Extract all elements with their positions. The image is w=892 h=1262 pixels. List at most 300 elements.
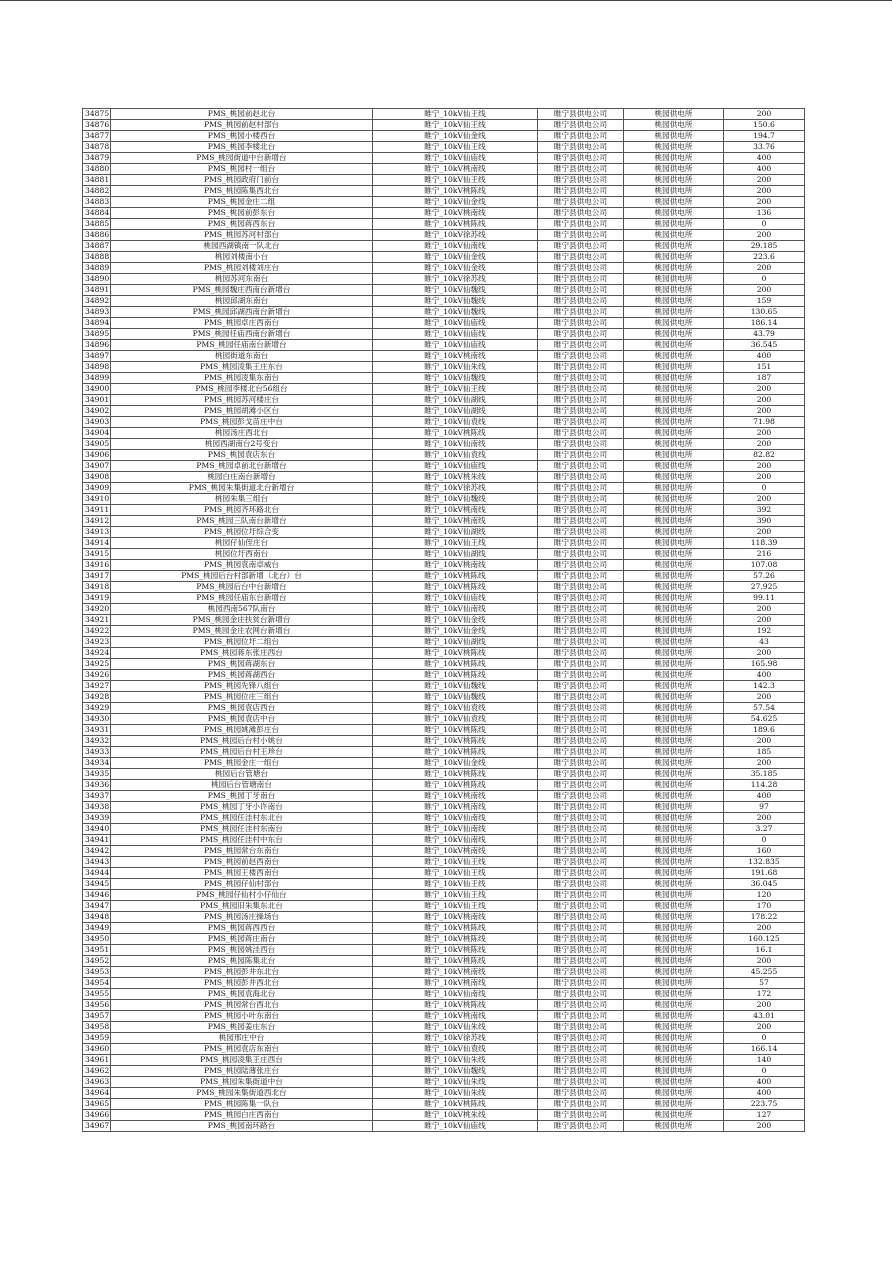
table-row [83, 725, 805, 736]
station-name-cell: PMS_桃园凌集东南台 [111, 373, 373, 384]
row-id-cell: 34910 [83, 494, 111, 505]
office-cell: 桃园供电所 [624, 461, 724, 472]
office-cell: 桃园供电所 [624, 131, 724, 142]
line-name-cell: 睢宁_10kV桃陈线 [373, 923, 538, 934]
station-name-cell: PMS_桃园仔仙村部台 [111, 879, 373, 890]
capacity-cell: 200 [724, 758, 805, 769]
capacity-cell: 200 [724, 263, 805, 274]
company-cell: 睢宁县供电公司 [538, 659, 624, 670]
station-name-cell: 桃园西湖镇南一队北台 [111, 241, 373, 252]
company-cell: 睢宁县供电公司 [538, 285, 624, 296]
line-name-cell: 睢宁_10kV桃南线 [373, 912, 538, 923]
company-cell: 睢宁县供电公司 [538, 989, 624, 1000]
table-row [83, 747, 805, 758]
office-cell: 桃园供电所 [624, 714, 724, 725]
station-name-cell: PMS_桃园彭戈苗庄中台 [111, 417, 373, 428]
office-cell: 桃园供电所 [624, 1000, 724, 1011]
table-row [83, 318, 805, 329]
company-cell: 睢宁县供电公司 [538, 461, 624, 472]
office-cell: 桃园供电所 [624, 120, 724, 131]
company-cell: 睢宁县供电公司 [538, 505, 624, 516]
station-name-cell: PMS_桃园姚洼西台 [111, 945, 373, 956]
table-row [83, 890, 805, 901]
station-name-cell: 桃园苏河东南台 [111, 274, 373, 285]
station-name-cell: PMS_桃园任庙西南台新增台 [111, 329, 373, 340]
company-cell: 睢宁县供电公司 [538, 153, 624, 164]
row-id-cell: 34953 [83, 967, 111, 978]
table-row [83, 978, 805, 989]
office-cell: 桃园供电所 [624, 208, 724, 219]
line-name-cell: 睢宁_10kV仙王线 [373, 890, 538, 901]
company-cell: 睢宁县供电公司 [538, 131, 624, 142]
capacity-cell: 132.835 [724, 857, 805, 868]
line-name-cell: 睢宁_10kV仙南线 [373, 813, 538, 824]
capacity-cell: 178.22 [724, 912, 805, 923]
station-name-cell: PMS_桃园袁店西台 [111, 703, 373, 714]
table-row [83, 1099, 805, 1110]
office-cell: 桃园供电所 [624, 1033, 724, 1044]
row-id-cell: 34948 [83, 912, 111, 923]
capacity-cell: 200 [724, 1000, 805, 1011]
row-id-cell: 34954 [83, 978, 111, 989]
company-cell: 睢宁县供电公司 [538, 945, 624, 956]
station-name-cell: PMS_桃园苏河楼庄台 [111, 395, 373, 406]
office-cell: 桃园供电所 [624, 197, 724, 208]
row-id-cell: 34875 [83, 109, 111, 120]
capacity-cell: 33.76 [724, 142, 805, 153]
station-name-cell: PMS_桃园金庄二组 [111, 197, 373, 208]
line-name-cell: 睢宁_10kV仙庙线 [373, 1121, 538, 1132]
office-cell: 桃园供电所 [624, 1110, 724, 1121]
company-cell: 睢宁县供电公司 [538, 516, 624, 527]
line-name-cell: 睢宁_10kV仙金线 [373, 197, 538, 208]
office-cell: 桃园供电所 [624, 582, 724, 593]
office-cell: 桃园供电所 [624, 483, 724, 494]
office-cell: 桃园供电所 [624, 890, 724, 901]
row-id-cell: 34937 [83, 791, 111, 802]
table-row [83, 593, 805, 604]
station-name-cell: PMS_桃园任洼村中东台 [111, 835, 373, 846]
office-cell: 桃园供电所 [624, 505, 724, 516]
company-cell: 睢宁县供电公司 [538, 1077, 624, 1088]
office-cell: 桃园供电所 [624, 472, 724, 483]
line-name-cell: 睢宁_10kV仙王线 [373, 175, 538, 186]
table-row [83, 153, 805, 164]
office-cell: 桃园供电所 [624, 626, 724, 637]
station-name-cell: PMS_桃园姜庄东台 [111, 1022, 373, 1033]
capacity-cell: 400 [724, 153, 805, 164]
row-id-cell: 34925 [83, 659, 111, 670]
line-name-cell: 睢宁_10kV仙金线 [373, 626, 538, 637]
line-name-cell: 睢宁_10kV仙魏线 [373, 307, 538, 318]
capacity-cell: 82.82 [724, 450, 805, 461]
office-cell: 桃园供电所 [624, 604, 724, 615]
line-name-cell: 睢宁_10kV仙朱线 [373, 1055, 538, 1066]
company-cell: 睢宁县供电公司 [538, 824, 624, 835]
row-id-cell: 34951 [83, 945, 111, 956]
capacity-cell: 392 [724, 505, 805, 516]
company-cell: 睢宁县供电公司 [538, 1033, 624, 1044]
company-cell: 睢宁县供电公司 [538, 395, 624, 406]
row-id-cell: 34917 [83, 571, 111, 582]
capacity-cell: 400 [724, 351, 805, 362]
station-name-cell: PMS_桃园位圩综合变 [111, 527, 373, 538]
capacity-cell: 120 [724, 890, 805, 901]
company-cell: 睢宁县供电公司 [538, 241, 624, 252]
line-name-cell: 睢宁_10kV桃南线 [373, 505, 538, 516]
table-row [83, 439, 805, 450]
table-row [83, 780, 805, 791]
row-id-cell: 34959 [83, 1033, 111, 1044]
station-name-cell: PMS_桃园白庄西南台 [111, 1110, 373, 1121]
table-row [83, 1121, 805, 1132]
row-id-cell: 34884 [83, 208, 111, 219]
table-row [83, 648, 805, 659]
capacity-cell: 200 [724, 384, 805, 395]
table-row [83, 857, 805, 868]
station-name-cell: PMS_桃园朱集街道中台 [111, 1077, 373, 1088]
station-name-cell: PMS_桃园丁牙小许南台 [111, 802, 373, 813]
line-name-cell: 睢宁_10kV仙庙线 [373, 329, 538, 340]
office-cell: 桃园供电所 [624, 1099, 724, 1110]
office-cell: 桃园供电所 [624, 648, 724, 659]
row-id-cell: 34887 [83, 241, 111, 252]
table-row [83, 1088, 805, 1099]
company-cell: 睢宁县供电公司 [538, 417, 624, 428]
line-name-cell: 睢宁_10kV仙王线 [373, 109, 538, 120]
office-cell: 桃园供电所 [624, 186, 724, 197]
capacity-cell: 186.14 [724, 318, 805, 329]
capacity-cell: 400 [724, 1088, 805, 1099]
office-cell: 桃园供电所 [624, 945, 724, 956]
company-cell: 睢宁县供电公司 [538, 230, 624, 241]
table-row [83, 560, 805, 571]
table-row [83, 527, 805, 538]
line-name-cell: 睢宁_10kV桃陈线 [373, 1099, 538, 1110]
table-row [83, 736, 805, 747]
line-name-cell: 睢宁_10kV仙金线 [373, 131, 538, 142]
company-cell: 睢宁县供电公司 [538, 670, 624, 681]
table-row [83, 450, 805, 461]
line-name-cell: 睢宁_10kV徐苏线 [373, 230, 538, 241]
office-cell: 桃园供电所 [624, 428, 724, 439]
company-cell: 睢宁县供电公司 [538, 1066, 624, 1077]
capacity-cell: 200 [724, 527, 805, 538]
station-name-cell: PMS_桃园丁牙南台 [111, 791, 373, 802]
capacity-cell: 165.98 [724, 659, 805, 670]
table-row [83, 615, 805, 626]
table-row [83, 428, 805, 439]
line-name-cell: 睢宁_10kV桃南线 [373, 791, 538, 802]
office-cell: 桃园供电所 [624, 725, 724, 736]
company-cell: 睢宁县供电公司 [538, 351, 624, 362]
capacity-cell: 118.39 [724, 538, 805, 549]
station-name-cell: PMS_桃园后台村部新增（北台）台 [111, 571, 373, 582]
office-cell: 桃园供电所 [624, 175, 724, 186]
station-name-cell: PMS_桃园金庄一组台 [111, 758, 373, 769]
office-cell: 桃园供电所 [624, 1011, 724, 1022]
company-cell: 睢宁县供电公司 [538, 384, 624, 395]
table-row [83, 912, 805, 923]
office-cell: 桃园供电所 [624, 219, 724, 230]
station-name-cell: PMS_桃园蒋西东台 [111, 219, 373, 230]
company-cell: 睢宁县供电公司 [538, 208, 624, 219]
row-id-cell: 34916 [83, 560, 111, 571]
table-row [83, 307, 805, 318]
table-row [83, 131, 805, 142]
line-name-cell: 睢宁_10kV仙魏线 [373, 692, 538, 703]
company-cell: 睢宁县供电公司 [538, 1000, 624, 1011]
table-row [83, 109, 805, 120]
company-cell: 睢宁县供电公司 [538, 901, 624, 912]
capacity-cell: 187 [724, 373, 805, 384]
company-cell: 睢宁县供电公司 [538, 142, 624, 153]
station-name-cell: PMS_桃园蒋西西台 [111, 923, 373, 934]
row-id-cell: 34942 [83, 846, 111, 857]
capacity-cell: 200 [724, 604, 805, 615]
office-cell: 桃园供电所 [624, 516, 724, 527]
line-name-cell: 睢宁_10kV仙王线 [373, 142, 538, 153]
row-id-cell: 34886 [83, 230, 111, 241]
company-cell: 睢宁县供电公司 [538, 329, 624, 340]
company-cell: 睢宁县供电公司 [538, 879, 624, 890]
office-cell: 桃园供电所 [624, 1077, 724, 1088]
capacity-cell: 200 [724, 285, 805, 296]
company-cell: 睢宁县供电公司 [538, 494, 624, 505]
company-cell: 睢宁县供电公司 [538, 857, 624, 868]
office-cell: 桃园供电所 [624, 835, 724, 846]
station-name-cell: PMS_桃园卓庄西南台 [111, 318, 373, 329]
line-name-cell: 睢宁_10kV仙庙线 [373, 153, 538, 164]
company-cell: 睢宁县供电公司 [538, 340, 624, 351]
station-name-cell: PMS_桃园魏庄西南台新增台 [111, 285, 373, 296]
row-id-cell: 34924 [83, 648, 111, 659]
capacity-cell: 136 [724, 208, 805, 219]
line-name-cell: 睢宁_10kV仙庙线 [373, 340, 538, 351]
station-name-cell: PMS_桃园蒋庄南台 [111, 934, 373, 945]
row-id-cell: 34908 [83, 472, 111, 483]
company-cell: 睢宁县供电公司 [538, 681, 624, 692]
table-row [83, 461, 805, 472]
row-id-cell: 34920 [83, 604, 111, 615]
station-name-cell: PMS_桃园蒋湖西台 [111, 670, 373, 681]
row-id-cell: 34932 [83, 736, 111, 747]
line-name-cell: 睢宁_10kV桃陈线 [373, 945, 538, 956]
table-row [83, 1011, 805, 1022]
station-name-cell: 桃园邱湖东南台 [111, 296, 373, 307]
company-cell: 睢宁县供电公司 [538, 648, 624, 659]
company-cell: 睢宁县供电公司 [538, 175, 624, 186]
station-name-cell: PMS_桃园前彭东台 [111, 208, 373, 219]
line-name-cell: 睢宁_10kV仙湖线 [373, 395, 538, 406]
line-name-cell: 睢宁_10kV桃南线 [373, 560, 538, 571]
company-cell: 睢宁县供电公司 [538, 406, 624, 417]
office-cell: 桃园供电所 [624, 813, 724, 824]
line-name-cell: 睢宁_10kV仙王线 [373, 538, 538, 549]
company-cell: 睢宁县供电公司 [538, 252, 624, 263]
station-name-cell: PMS_桃园朱集街道西北台 [111, 1088, 373, 1099]
company-cell: 睢宁县供电公司 [538, 725, 624, 736]
row-id-cell: 34956 [83, 1000, 111, 1011]
line-name-cell: 睢宁_10kV桃陈线 [373, 769, 538, 780]
table-row [83, 1033, 805, 1044]
capacity-cell: 200 [724, 406, 805, 417]
capacity-cell: 390 [724, 516, 805, 527]
line-name-cell: 睢宁_10kV徐苏线 [373, 1033, 538, 1044]
capacity-cell: 0 [724, 274, 805, 285]
station-name-cell: PMS_桃园任庙南台新增台 [111, 340, 373, 351]
station-name-cell: PMS_桃园街道中台新增台 [111, 153, 373, 164]
page-top-rule [0, 0, 892, 1]
row-id-cell: 34928 [83, 692, 111, 703]
line-name-cell: 睢宁_10kV仙南线 [373, 604, 538, 615]
office-cell: 桃园供电所 [624, 164, 724, 175]
office-cell: 桃园供电所 [624, 857, 724, 868]
row-id-cell: 34927 [83, 681, 111, 692]
office-cell: 桃园供电所 [624, 934, 724, 945]
line-name-cell: 睢宁_10kV桃南线 [373, 351, 538, 362]
line-name-cell: 睢宁_10kV仙庙线 [373, 318, 538, 329]
table-body [83, 109, 805, 1132]
row-id-cell: 34898 [83, 362, 111, 373]
table-row [83, 802, 805, 813]
company-cell: 睢宁县供电公司 [538, 835, 624, 846]
capacity-cell: 200 [724, 428, 805, 439]
table-row [83, 417, 805, 428]
office-cell: 桃园供电所 [624, 967, 724, 978]
company-cell: 睢宁县供电公司 [538, 582, 624, 593]
station-name-cell: 桃园汤庄西北台 [111, 428, 373, 439]
company-cell: 睢宁县供电公司 [538, 890, 624, 901]
station-name-cell: PMS_桃园位圩二组台 [111, 637, 373, 648]
row-id-cell: 34946 [83, 890, 111, 901]
table-row [83, 868, 805, 879]
company-cell: 睢宁县供电公司 [538, 120, 624, 131]
capacity-cell: 400 [724, 791, 805, 802]
row-id-cell: 34943 [83, 857, 111, 868]
capacity-cell: 200 [724, 197, 805, 208]
line-name-cell: 睢宁_10kV仙南线 [373, 989, 538, 1000]
capacity-cell: 130.65 [724, 307, 805, 318]
row-id-cell: 34899 [83, 373, 111, 384]
office-cell: 桃园供电所 [624, 494, 724, 505]
line-name-cell: 睢宁_10kV仙王线 [373, 879, 538, 890]
table-row [83, 879, 805, 890]
company-cell: 睢宁县供电公司 [538, 483, 624, 494]
station-name-cell: PMS_桃园刘楼刘庄台 [111, 263, 373, 274]
capacity-cell: 160 [724, 846, 805, 857]
capacity-cell: 223.6 [724, 252, 805, 263]
capacity-cell: 0 [724, 483, 805, 494]
row-id-cell: 34930 [83, 714, 111, 725]
company-cell: 睢宁县供电公司 [538, 472, 624, 483]
capacity-cell: 107.08 [724, 560, 805, 571]
office-cell: 桃园供电所 [624, 318, 724, 329]
office-cell: 桃园供电所 [624, 285, 724, 296]
line-name-cell: 睢宁_10kV桃朱线 [373, 1110, 538, 1121]
office-cell: 桃园供电所 [624, 989, 724, 1000]
table-row [83, 252, 805, 263]
station-name-cell: PMS_桃园后台中台新增台 [111, 582, 373, 593]
line-name-cell: 睢宁_10kV徐苏线 [373, 483, 538, 494]
capacity-cell: 159 [724, 296, 805, 307]
row-id-cell: 34888 [83, 252, 111, 263]
capacity-cell: 114.28 [724, 780, 805, 791]
office-cell: 桃园供电所 [624, 549, 724, 560]
capacity-cell: 35.185 [724, 769, 805, 780]
company-cell: 睢宁县供电公司 [538, 1022, 624, 1033]
table-row [83, 494, 805, 505]
line-name-cell: 睢宁_10kV桃南线 [373, 846, 538, 857]
station-name-cell: PMS_桃园常台东南台 [111, 846, 373, 857]
company-cell: 睢宁县供电公司 [538, 967, 624, 978]
station-name-cell: PMS_桃园后台村小姚台 [111, 736, 373, 747]
company-cell: 睢宁县供电公司 [538, 934, 624, 945]
row-id-cell: 34903 [83, 417, 111, 428]
row-id-cell: 34876 [83, 120, 111, 131]
table-row [83, 637, 805, 648]
station-name-cell: PMS_桃园陈集一队台 [111, 1099, 373, 1110]
capacity-cell: 43 [724, 637, 805, 648]
row-id-cell: 34890 [83, 274, 111, 285]
line-name-cell: 睢宁_10kV仙朱线 [373, 1022, 538, 1033]
table-row [83, 241, 805, 252]
capacity-cell: 191.68 [724, 868, 805, 879]
row-id-cell: 34909 [83, 483, 111, 494]
station-name-cell: PMS_桃园袁南卓威台 [111, 560, 373, 571]
office-cell: 桃园供电所 [624, 439, 724, 450]
table-row [83, 571, 805, 582]
row-id-cell: 34960 [83, 1044, 111, 1055]
company-cell: 睢宁县供电公司 [538, 274, 624, 285]
line-name-cell: 睢宁_10kV桃陈线 [373, 780, 538, 791]
table-row [83, 989, 805, 1000]
station-name-cell: PMS_桃园袁海北台 [111, 989, 373, 1000]
transformer-table [82, 108, 805, 1132]
capacity-cell: 57.26 [724, 571, 805, 582]
office-cell: 桃园供电所 [624, 593, 724, 604]
station-name-cell: 桃园邢庄中台 [111, 1033, 373, 1044]
table-row [83, 175, 805, 186]
capacity-cell: 57.54 [724, 703, 805, 714]
station-name-cell: PMS_桃园蒋湖东台 [111, 659, 373, 670]
office-cell: 桃园供电所 [624, 659, 724, 670]
row-id-cell: 34949 [83, 923, 111, 934]
station-name-cell: PMS_桃园彭井东北台 [111, 967, 373, 978]
capacity-cell: 3.27 [724, 824, 805, 835]
office-cell: 桃园供电所 [624, 692, 724, 703]
office-cell: 桃园供电所 [624, 1044, 724, 1055]
station-name-cell: PMS_桃园胡滩小区台 [111, 406, 373, 417]
line-name-cell: 睢宁_10kV仙南线 [373, 824, 538, 835]
capacity-cell: 142.3 [724, 681, 805, 692]
line-name-cell: 睢宁_10kV仙袁线 [373, 703, 538, 714]
company-cell: 睢宁县供电公司 [538, 802, 624, 813]
line-name-cell: 睢宁_10kV仙袁线 [373, 714, 538, 725]
company-cell: 睢宁县供电公司 [538, 769, 624, 780]
company-cell: 睢宁县供电公司 [538, 912, 624, 923]
line-name-cell: 睢宁_10kV桃陈线 [373, 186, 538, 197]
station-name-cell: 桃园刘楼南小台 [111, 252, 373, 263]
capacity-cell: 200 [724, 692, 805, 703]
row-id-cell: 34957 [83, 1011, 111, 1022]
station-name-cell: PMS_桃园常台西北台 [111, 1000, 373, 1011]
row-id-cell: 34911 [83, 505, 111, 516]
office-cell: 桃园供电所 [624, 241, 724, 252]
line-name-cell: 睢宁_10kV仙湖线 [373, 637, 538, 648]
company-cell: 睢宁县供电公司 [538, 296, 624, 307]
office-cell: 桃园供电所 [624, 747, 724, 758]
